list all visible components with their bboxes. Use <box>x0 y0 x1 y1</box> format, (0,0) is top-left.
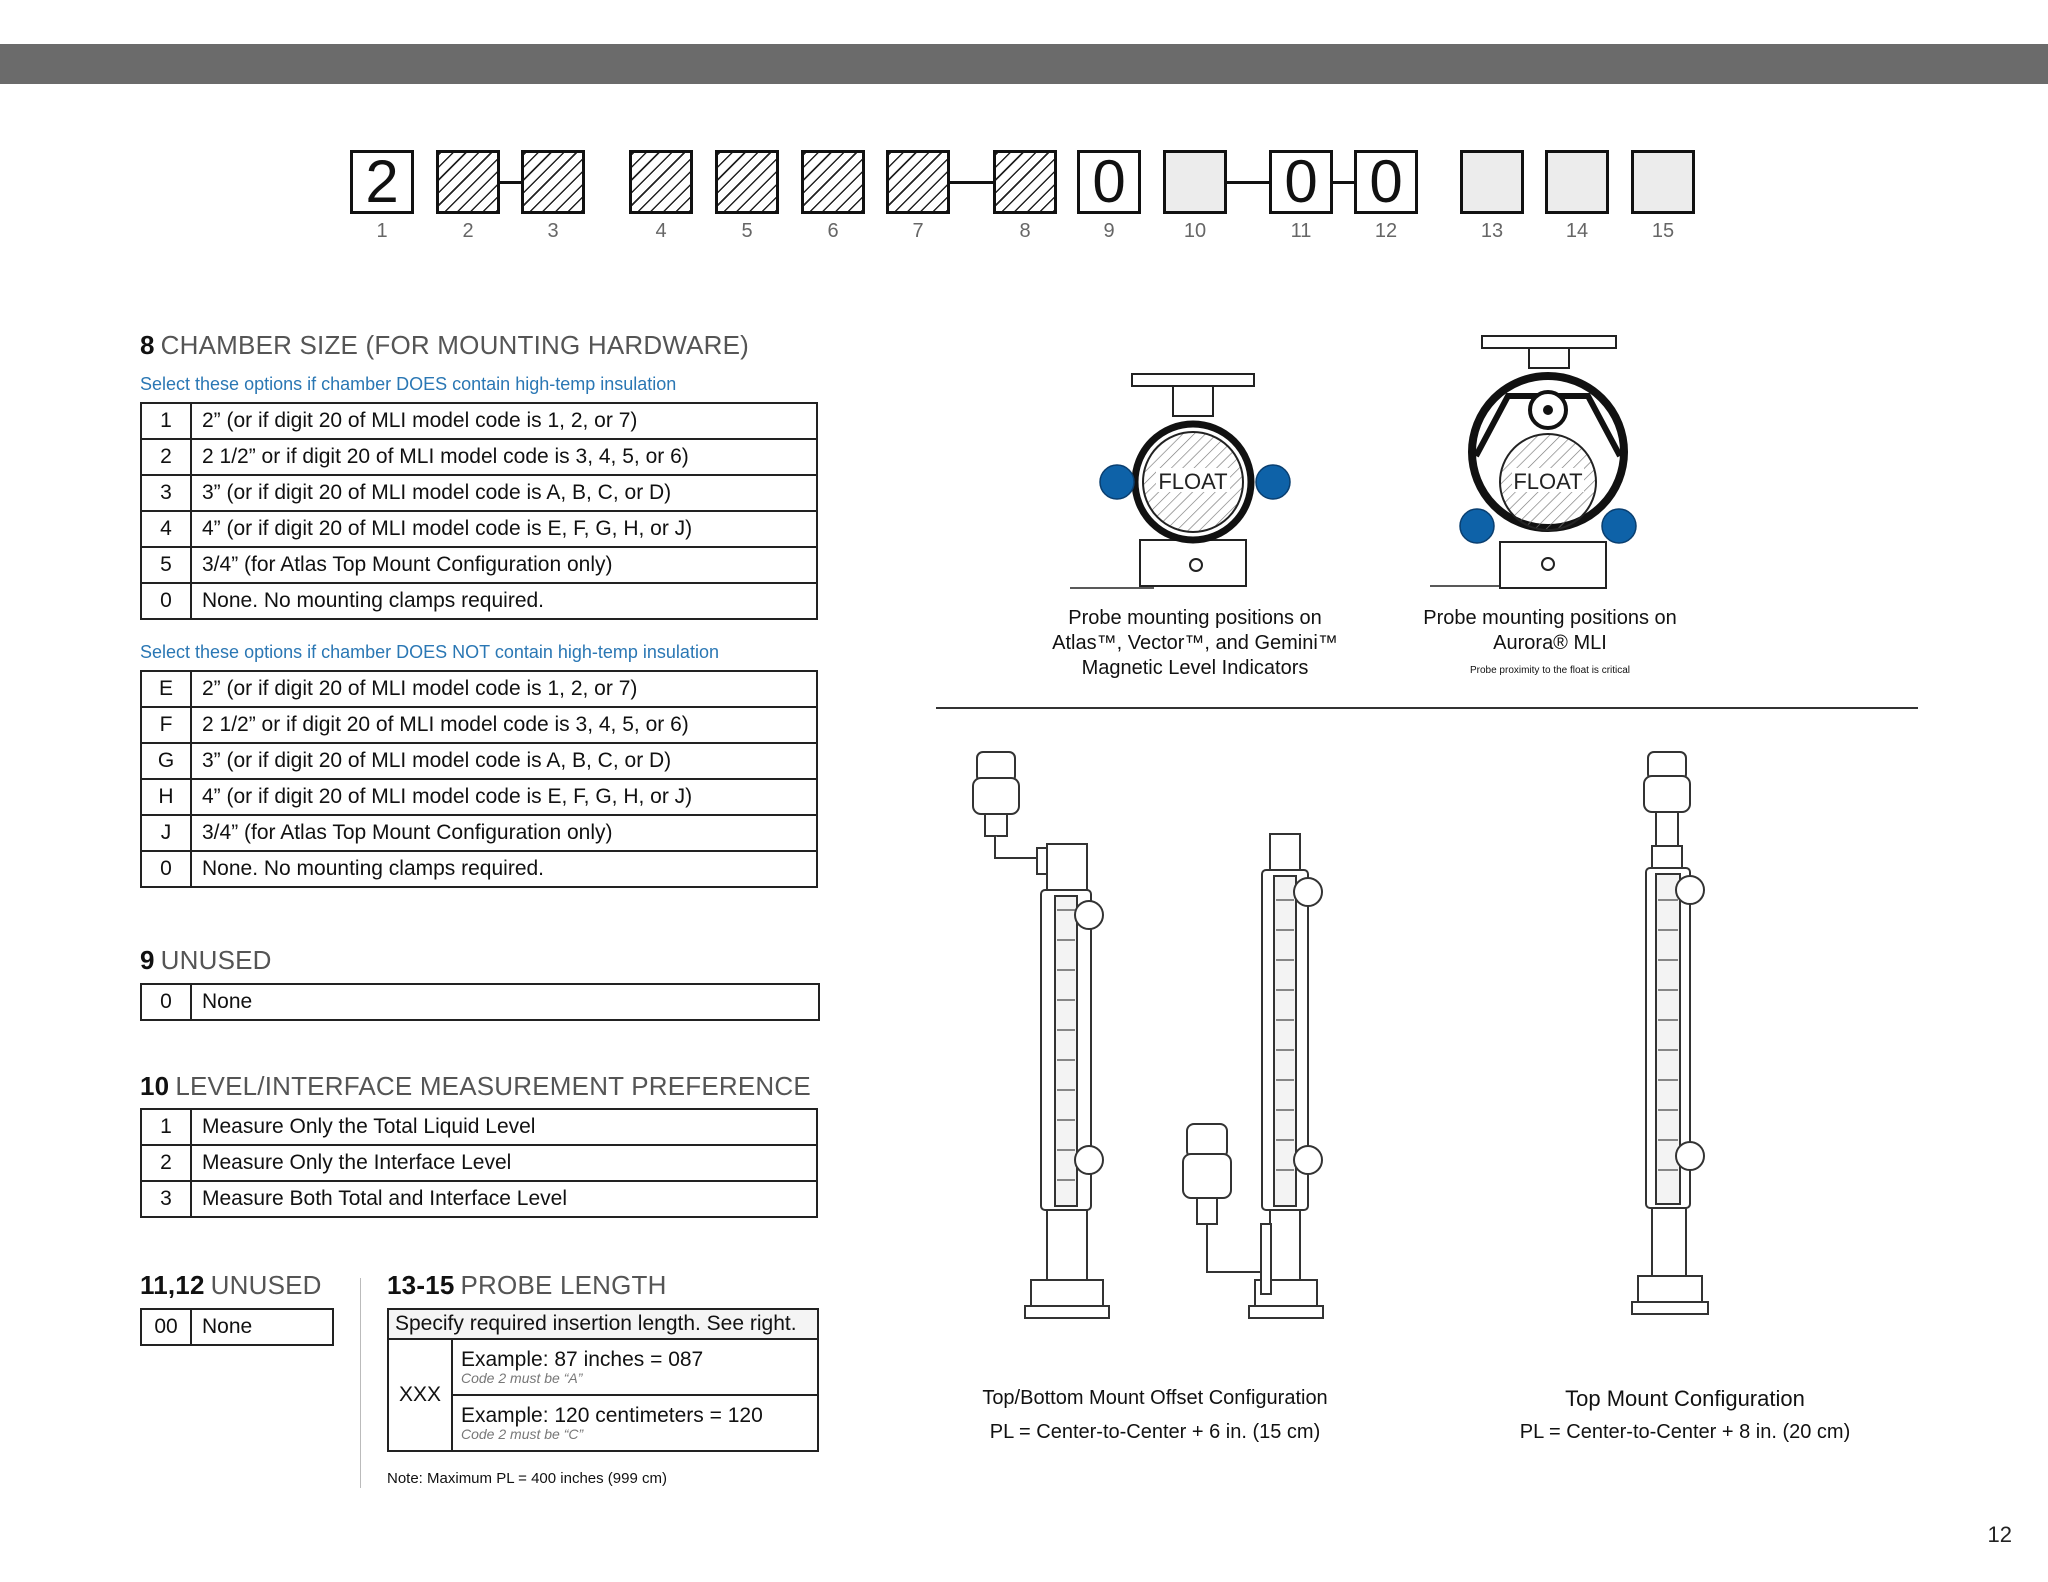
code-digit-box: 0 <box>1077 150 1141 214</box>
probe-example-cm <box>452 1395 818 1451</box>
option-code: 3 <box>141 1181 191 1217</box>
table-row <box>141 707 817 743</box>
code-separator <box>1333 181 1354 184</box>
table-row <box>141 851 817 887</box>
option-description: 2 1/2” or if digit 20 of MLI model code is 3, 4, 5, or 6) <box>191 707 817 743</box>
option-description: None <box>191 1309 333 1345</box>
code-position-number: 2 <box>462 220 474 242</box>
code-position-number: 3 <box>547 220 559 242</box>
atlas-cross-section-diagram <box>1060 330 1320 570</box>
code-digit-box: 2 <box>350 150 414 214</box>
probe-length-code: XXX <box>388 1339 452 1451</box>
code-position-number: 12 <box>1374 220 1398 242</box>
table-row <box>141 815 817 851</box>
float-label: FLOAT <box>1513 469 1583 494</box>
offset-mount-drawing <box>965 740 1345 1330</box>
section-label: UNUSED <box>160 945 272 975</box>
option-description: 3/4” (for Atlas Top Mount Configuration only) <box>191 815 817 851</box>
probe-length-header: Specify required insertion length. See right. <box>388 1309 818 1339</box>
option-code: G <box>141 743 191 779</box>
probe-example-inches <box>452 1339 818 1395</box>
table-row <box>141 547 817 583</box>
option-code: 3 <box>141 475 191 511</box>
code-position-number: 15 <box>1651 220 1675 242</box>
code-digit-box <box>715 150 779 214</box>
option-description: 2” (or if digit 20 of MLI model code is 1, 2, or 7) <box>191 403 817 439</box>
code-position-number: 1 <box>376 220 388 242</box>
option-code: 1 <box>141 403 191 439</box>
option-description: 3/4” (for Atlas Top Mount Configuration only) <box>191 547 817 583</box>
diagram-divider <box>936 707 1918 709</box>
section-8-title <box>140 330 749 361</box>
table-row <box>141 403 817 439</box>
probe-position-icon <box>1460 509 1494 543</box>
code-digit-box <box>629 150 693 214</box>
option-description: None. No mounting clamps required. <box>191 851 817 887</box>
offset-config-title: Top/Bottom Mount Offset Configuration <box>982 1387 1328 1409</box>
aurora-subcaption: Probe proximity to the float is critical <box>1469 665 1631 676</box>
section-label: PROBE LENGTH <box>460 1270 667 1300</box>
section-9-title <box>140 945 272 976</box>
section-label: LEVEL/INTERFACE MEASUREMENT PREFERENCE <box>175 1071 811 1101</box>
option-description: 2” (or if digit 20 of MLI model code is 1, 2, or 7) <box>191 671 817 707</box>
section-10-title <box>140 1071 811 1102</box>
header-bar <box>0 44 2048 84</box>
chamber-size-not-insulated-table <box>140 670 818 888</box>
table-row <box>388 1339 818 1395</box>
atlas-caption: Probe mounting positions on Atlas™, Vector™, and Gemini™ Magnetic Level Indicators <box>1052 607 1338 679</box>
table-row <box>388 1309 818 1339</box>
option-description: None <box>191 984 819 1020</box>
option-description: Measure Only the Interface Level <box>191 1145 817 1181</box>
code-digit-box <box>1163 150 1227 214</box>
code-position-number: 7 <box>912 220 924 242</box>
probe-position-icon <box>1256 465 1290 499</box>
page-number: 12 <box>1987 1522 2012 1547</box>
example-text: Example: 120 centimeters = 120 <box>461 1404 763 1427</box>
table-row <box>141 439 817 475</box>
code-digit-box <box>993 150 1057 214</box>
top-config-formula: PL = Center-to-Center + 8 in. (20 cm) <box>1519 1421 1851 1443</box>
option-description: Measure Only the Total Liquid Level <box>191 1109 817 1145</box>
code-digit-box <box>1460 150 1524 214</box>
offset-config-formula: PL = Center-to-Center + 6 in. (15 cm) <box>989 1421 1321 1443</box>
code-separator <box>500 181 521 184</box>
option-code: F <box>141 707 191 743</box>
aurora-caption: Probe mounting positions on Aurora® MLI <box>1423 607 1677 654</box>
probe-length-table <box>387 1308 819 1452</box>
not-insulated-note: Select these options if chamber DOES NOT contain high-temp insulation <box>140 642 719 662</box>
code-digit-box <box>436 150 500 214</box>
code-digit-box: 0 <box>1269 150 1333 214</box>
table-row <box>141 984 819 1020</box>
max-pl-note: Note: Maximum PL = 400 inches (999 cm) <box>387 1470 667 1487</box>
section-number: 9 <box>140 945 155 975</box>
code-position-number: 4 <box>655 220 667 242</box>
section-13-15-title <box>387 1270 667 1301</box>
table-row <box>141 779 817 815</box>
table-row <box>141 475 817 511</box>
code-digit-box <box>1631 150 1695 214</box>
chamber-size-insulated-table <box>140 402 818 620</box>
column-divider <box>360 1278 361 1488</box>
probe-position-icon <box>1100 465 1134 499</box>
option-code: 0 <box>141 583 191 619</box>
option-code: 00 <box>141 1309 191 1345</box>
section-11-12-title <box>140 1270 322 1301</box>
section-label: UNUSED <box>210 1270 322 1300</box>
aurora-cross-section-diagram <box>1430 328 1670 568</box>
table-row <box>141 743 817 779</box>
option-code: E <box>141 671 191 707</box>
option-code: 0 <box>141 851 191 887</box>
probe-position-icon <box>1602 509 1636 543</box>
section-number: 11,12 <box>140 1270 205 1300</box>
code-digit-box <box>1545 150 1609 214</box>
code-position-number: 10 <box>1183 220 1207 242</box>
option-code: 4 <box>141 511 191 547</box>
code-separator <box>950 181 993 184</box>
table-row <box>141 583 817 619</box>
section-number: 10 <box>140 1071 170 1101</box>
code-position-number: 8 <box>1019 220 1031 242</box>
option-description: 2 1/2” or if digit 20 of MLI model code is 3, 4, 5, or 6) <box>191 439 817 475</box>
code-position-number: 13 <box>1480 220 1504 242</box>
unused-11-12-table <box>140 1308 334 1346</box>
code-digit-box <box>521 150 585 214</box>
code-digit-box <box>886 150 950 214</box>
section-number: 13-15 <box>387 1270 455 1300</box>
section-label: CHAMBER SIZE (FOR MOUNTING HARDWARE) <box>160 330 750 360</box>
table-row <box>141 1145 817 1181</box>
option-description: 3” (or if digit 20 of MLI model code is A, B, C, or D) <box>191 475 817 511</box>
table-row <box>141 511 817 547</box>
code-position-number: 5 <box>741 220 753 242</box>
table-row <box>141 1109 817 1145</box>
code-position-number: 6 <box>827 220 839 242</box>
top-config-title: Top Mount Configuration <box>1565 1386 1805 1411</box>
option-code: 5 <box>141 547 191 583</box>
insulated-note: Select these options if chamber DOES contain high-temp insulation <box>140 374 677 394</box>
table-row <box>141 1181 817 1217</box>
code-digit-box: 0 <box>1354 150 1418 214</box>
section-number: 8 <box>140 330 155 360</box>
option-code: H <box>141 779 191 815</box>
option-description: 3” (or if digit 20 of MLI model code is A, B, C, or D) <box>191 743 817 779</box>
code-position-number: 9 <box>1103 220 1115 242</box>
code-digit-box <box>801 150 865 214</box>
code-separator <box>1227 181 1269 184</box>
option-code: 0 <box>141 984 191 1020</box>
option-description: Measure Both Total and Interface Level <box>191 1181 817 1217</box>
code-position-number: 11 <box>1290 220 1312 242</box>
code-position-number: 14 <box>1565 220 1589 242</box>
option-code: J <box>141 815 191 851</box>
table-row <box>141 671 817 707</box>
model-code-strip <box>0 150 2048 250</box>
option-code: 1 <box>141 1109 191 1145</box>
table-row <box>388 1395 818 1451</box>
float-label: FLOAT <box>1158 469 1228 494</box>
table-row <box>141 1309 333 1345</box>
example-subtext: Code 2 must be “C” <box>461 1426 584 1442</box>
option-code: 2 <box>141 1145 191 1181</box>
unused-9-table <box>140 983 820 1021</box>
option-description: 4” (or if digit 20 of MLI model code is E, F, G, H, or J) <box>191 779 817 815</box>
example-subtext: Code 2 must be “A” <box>461 1370 583 1386</box>
option-description: 4” (or if digit 20 of MLI model code is E, F, G, H, or J) <box>191 511 817 547</box>
measurement-preference-table <box>140 1108 818 1218</box>
option-description: None. No mounting clamps required. <box>191 583 817 619</box>
example-text: Example: 87 inches = 087 <box>461 1348 704 1371</box>
option-code: 2 <box>141 439 191 475</box>
top-mount-drawing <box>1590 740 1790 1330</box>
